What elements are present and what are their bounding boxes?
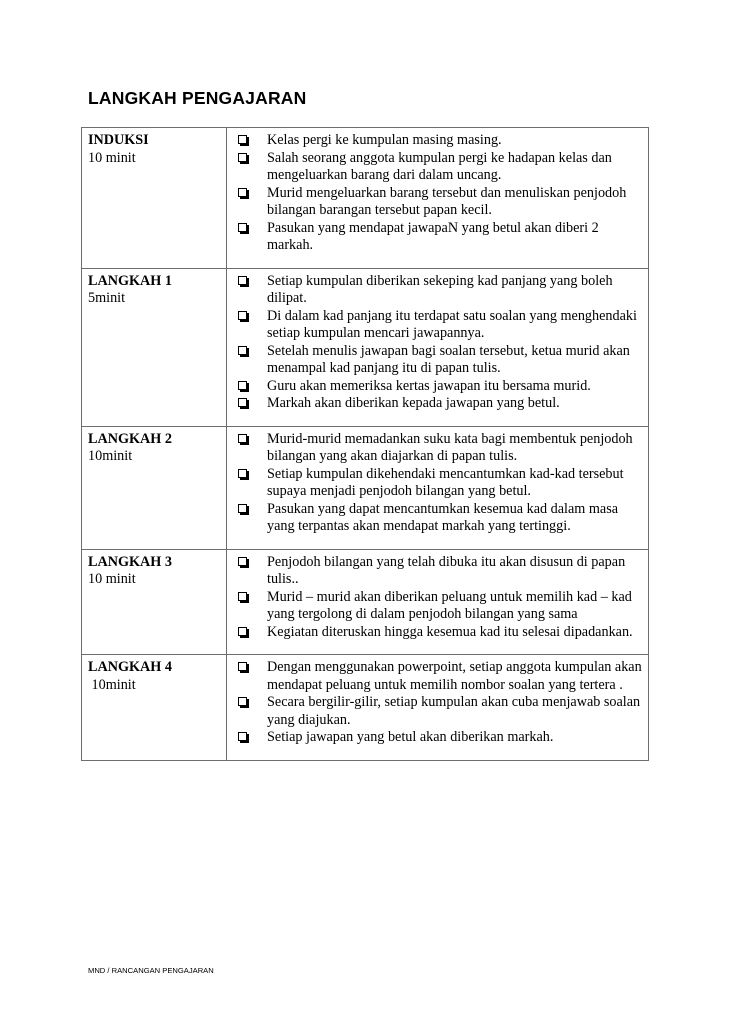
step-item bbox=[233, 501, 644, 536]
checkbox-icon bbox=[238, 276, 247, 285]
step-text: Murid – murid akan diberikan peluang untuk memilih kad – kad yang tergolong di dalam penjodoh bilangan yang sama bbox=[267, 588, 632, 622]
checkbox-icon bbox=[238, 557, 247, 566]
step-item bbox=[233, 466, 644, 501]
checkbox-icon bbox=[238, 398, 247, 407]
checkbox-icon bbox=[238, 434, 247, 443]
step-text: Setiap jawapan yang betul akan diberikan markah. bbox=[267, 729, 554, 745]
step-item bbox=[233, 150, 644, 185]
step-text: Markah akan diberikan kepada jawapan yang betul. bbox=[267, 395, 560, 411]
step-item bbox=[233, 694, 644, 729]
stage-cell bbox=[82, 426, 227, 549]
stage-cell bbox=[82, 128, 227, 269]
step-text: Penjodoh bilangan yang telah dibuka itu akan disusun di papan tulis.. bbox=[267, 553, 626, 587]
steps-cell bbox=[227, 268, 649, 426]
step-item bbox=[233, 395, 644, 413]
table-row bbox=[82, 549, 649, 655]
checkbox-icon bbox=[238, 188, 247, 197]
step-text: Dengan menggunakan powerpoint, setiap anggota kumpulan akan mendapat peluang untuk memilih nombor soalan yang tertera . bbox=[267, 659, 642, 693]
table-row bbox=[82, 655, 649, 761]
step-item bbox=[233, 308, 644, 343]
checkbox-icon bbox=[238, 223, 247, 232]
stage-duration: 10minit bbox=[88, 448, 133, 464]
lesson-steps-table bbox=[81, 127, 649, 761]
step-item bbox=[233, 589, 644, 624]
step-item bbox=[233, 185, 644, 220]
page-title: LANGKAH PENGAJARAN bbox=[88, 88, 307, 108]
table-row bbox=[82, 426, 649, 549]
steps-cell bbox=[227, 426, 649, 549]
checkbox-icon bbox=[238, 697, 247, 706]
steps-cell bbox=[227, 128, 649, 269]
step-item bbox=[233, 378, 644, 396]
step-item bbox=[233, 132, 644, 150]
stage-cell bbox=[82, 268, 227, 426]
checkbox-icon bbox=[238, 662, 247, 671]
stage-duration: 10 minit bbox=[88, 571, 136, 587]
step-item bbox=[233, 431, 644, 466]
step-text: Di dalam kad panjang itu terdapat satu soalan yang menghendaki setiap kumpulan mencari jawapannya. bbox=[267, 307, 637, 341]
step-text: Setiap kumpulan dikehendaki mencantumkan kad-kad tersebut supaya menjadi penjodoh bilangan yang betul. bbox=[267, 465, 624, 499]
page-footer: MND / RANCANGAN PENGAJARAN bbox=[88, 966, 214, 975]
checkbox-icon bbox=[238, 504, 247, 513]
checkbox-icon bbox=[238, 592, 247, 601]
step-text: Setiap kumpulan diberikan sekeping kad panjang yang boleh dilipat. bbox=[267, 272, 613, 306]
step-text: Kelas pergi ke kumpulan masing masing. bbox=[267, 132, 502, 148]
checkbox-icon bbox=[238, 153, 247, 162]
stage-cell bbox=[82, 549, 227, 655]
checkbox-icon bbox=[238, 346, 247, 355]
step-item bbox=[233, 729, 644, 747]
step-text: Setelah menulis jawapan bagi soalan tersebut, ketua murid akan menampal kad panjang itu di papan tulis. bbox=[267, 342, 630, 376]
step-text: Murid mengeluarkan barang tersebut dan menuliskan penjodoh bilangan barangan tersebut papan kecil. bbox=[267, 184, 627, 218]
step-text: Kegiatan diteruskan hingga kesemua kad itu selesai dipadankan. bbox=[267, 623, 633, 640]
checkbox-icon bbox=[238, 627, 247, 636]
checkbox-icon bbox=[238, 135, 247, 144]
step-item bbox=[233, 554, 644, 589]
steps-cell bbox=[227, 655, 649, 761]
step-text: Guru akan memeriksa kertas jawapan itu bersama murid. bbox=[267, 377, 591, 394]
table-row bbox=[82, 128, 649, 269]
step-text: Salah seorang anggota kumpulan pergi ke hadapan kelas dan mengeluarkan barang dari dalam uncang. bbox=[267, 149, 612, 183]
checkbox-icon bbox=[238, 381, 247, 390]
checkbox-icon bbox=[238, 732, 247, 741]
step-list bbox=[233, 554, 644, 642]
stage-duration: 10minit bbox=[88, 676, 136, 693]
step-list bbox=[233, 273, 644, 413]
step-item bbox=[233, 273, 644, 308]
stage-duration: 10 minit bbox=[88, 149, 136, 166]
table-row bbox=[82, 268, 649, 426]
step-list bbox=[233, 431, 644, 536]
step-item bbox=[233, 659, 644, 694]
stage-name: INDUKSI bbox=[88, 132, 149, 148]
step-item bbox=[233, 220, 644, 255]
step-list bbox=[233, 132, 644, 255]
steps-cell bbox=[227, 549, 649, 655]
stage-name: LANGKAH 1 bbox=[88, 272, 172, 289]
checkbox-icon bbox=[238, 469, 247, 478]
stage-cell bbox=[82, 655, 227, 761]
step-text: Secara bergilir-gilir, setiap kumpulan akan cuba menjawab soalan yang diajukan. bbox=[267, 694, 641, 728]
stage-name: LANGKAH 2 bbox=[88, 430, 172, 447]
stage-duration: 5minit bbox=[88, 290, 126, 306]
checkbox-icon bbox=[238, 311, 247, 320]
step-text: Pasukan yang mendapat jawapaN yang betul akan diberi 2 markah. bbox=[267, 219, 599, 253]
step-item bbox=[233, 343, 644, 378]
step-list bbox=[233, 659, 644, 747]
stage-name: LANGKAH 3 bbox=[88, 553, 172, 570]
step-text: Murid-murid memadankan suku kata bagi membentuk penjodoh bilangan yang akan diajarkan di papan tulis. bbox=[267, 430, 633, 464]
step-item bbox=[233, 624, 644, 642]
stage-name: LANGKAH 4 bbox=[88, 659, 172, 675]
step-text: Pasukan yang dapat mencantumkan kesemua kad dalam masa yang terpantas akan mendapat markah yang tertinggi. bbox=[267, 500, 619, 534]
